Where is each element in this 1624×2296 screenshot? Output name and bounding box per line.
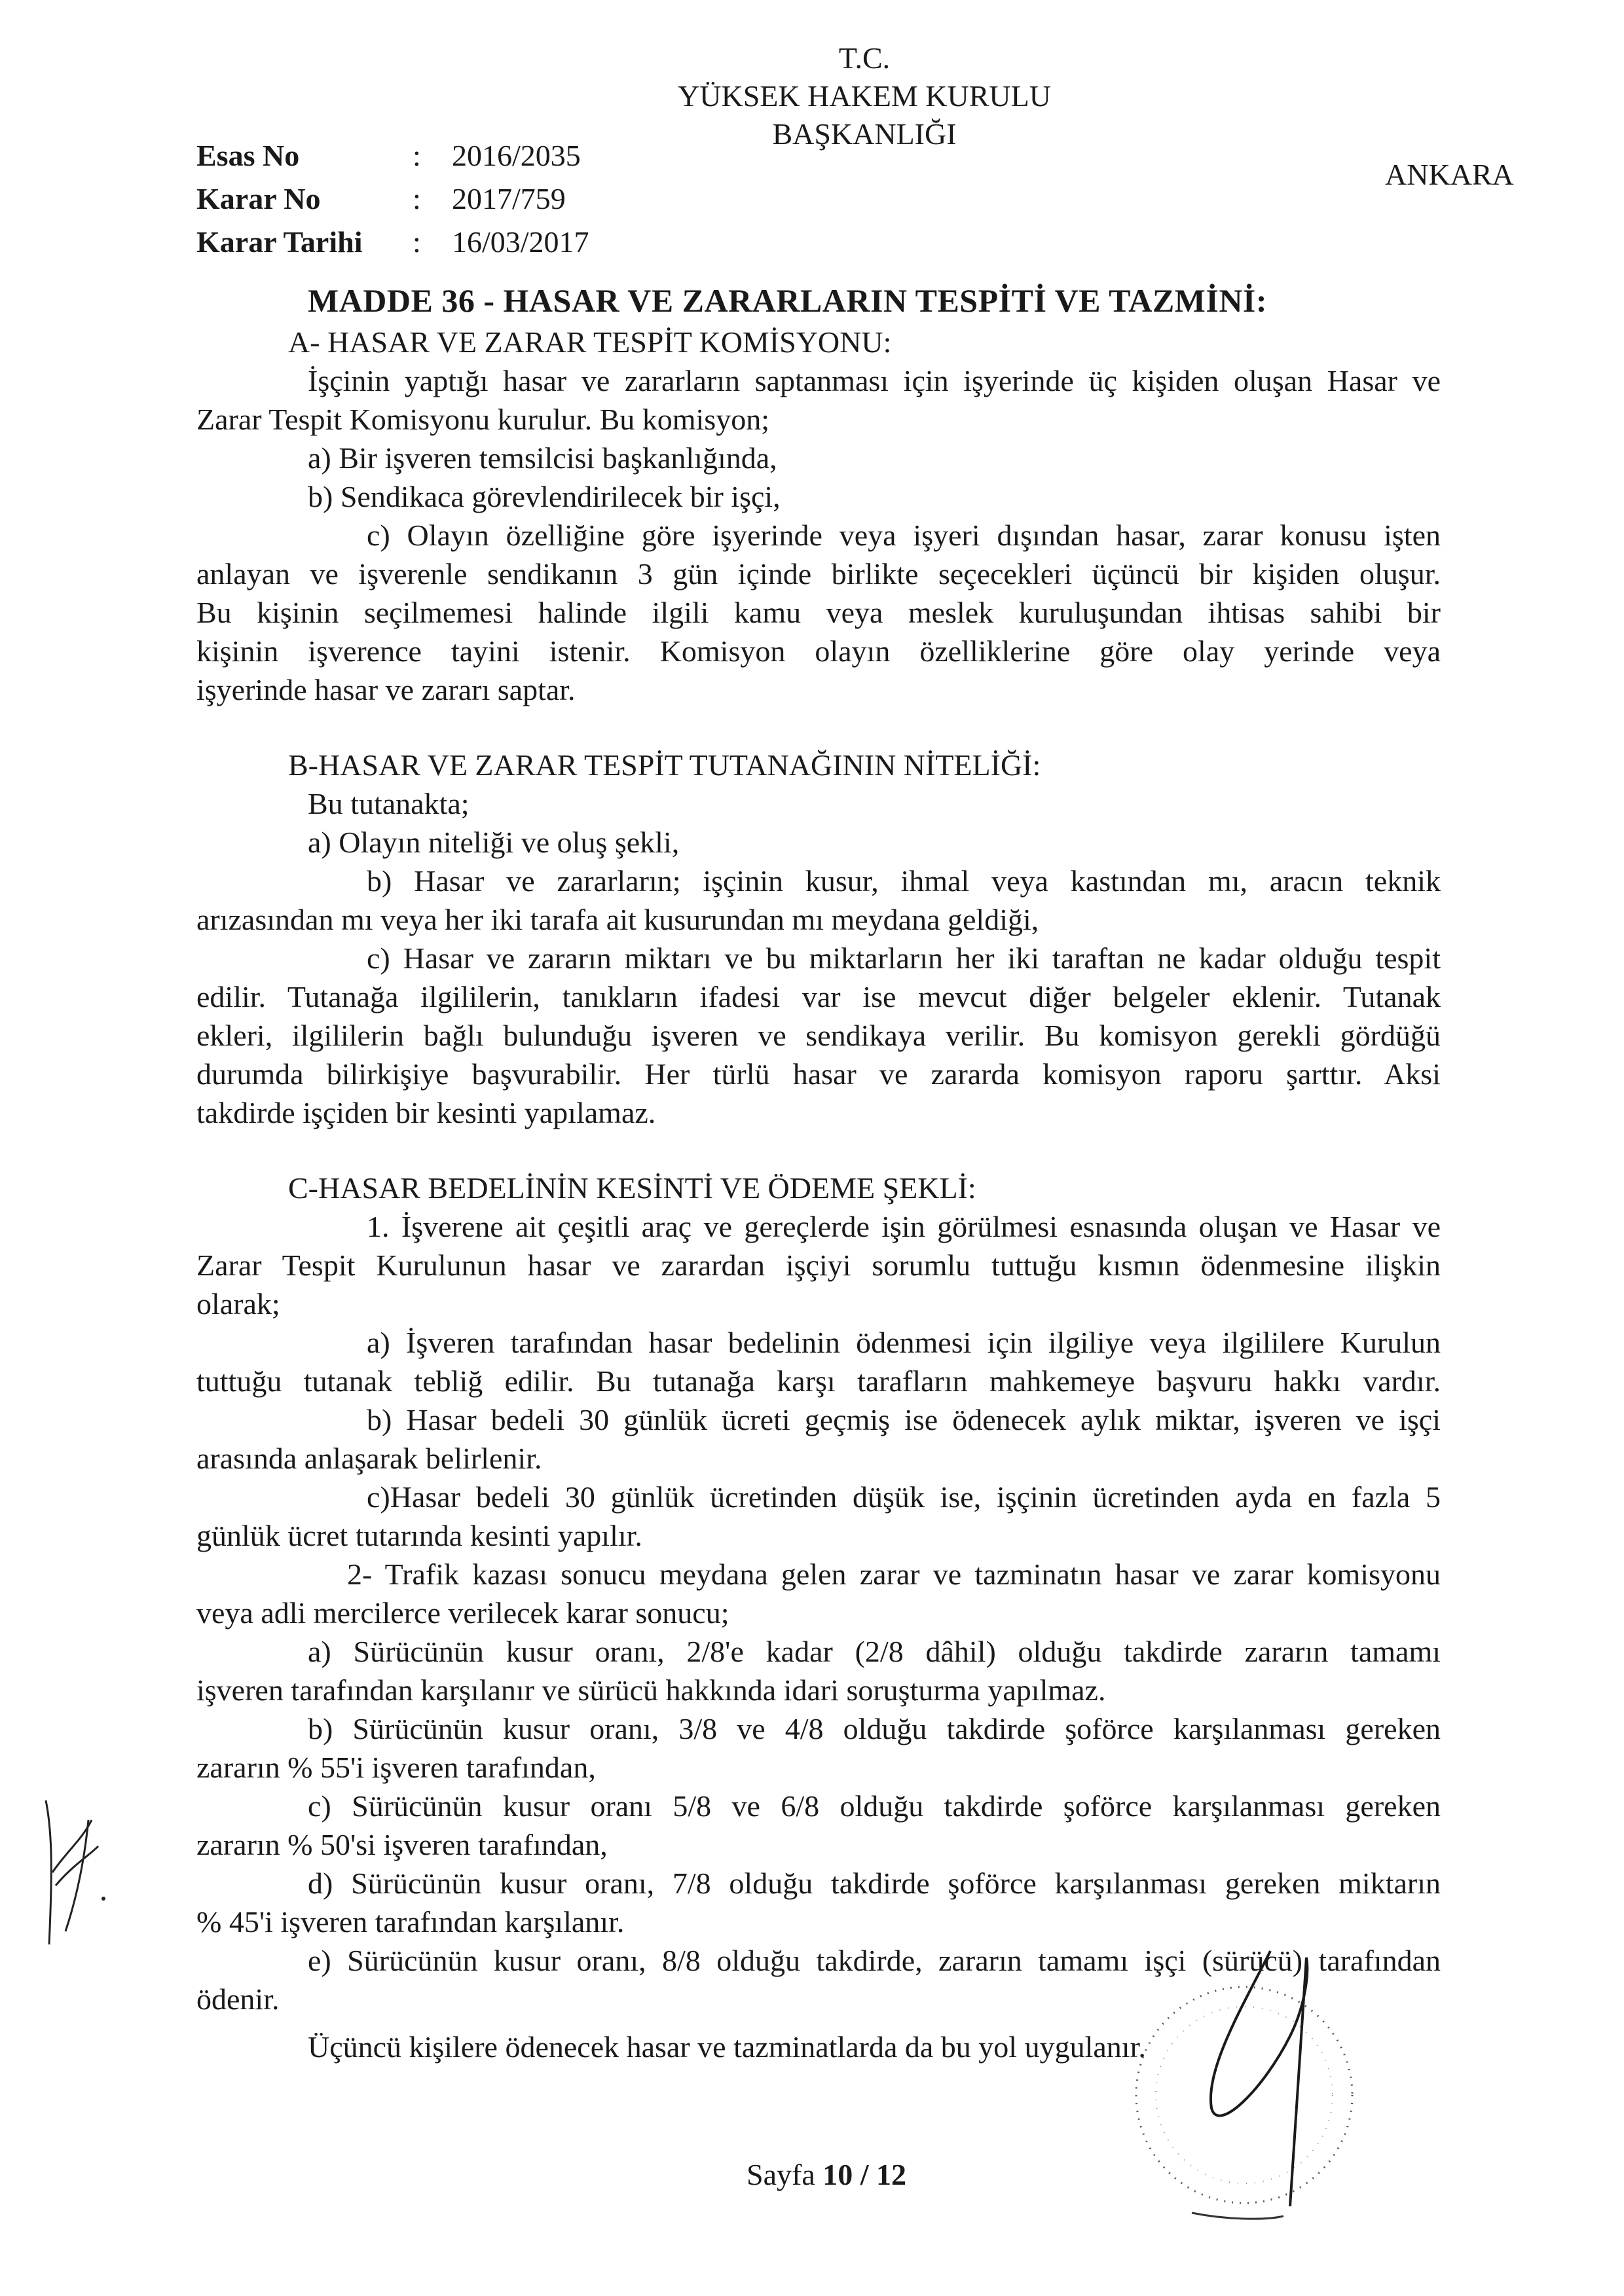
paragraph-line: tuttuğu tutanak tebliğ edilir. Bu tutanağa karşı tarafların mahkemeye başvuru hakkı vardır.	[196, 1364, 1441, 1398]
paragraph-line: günlük ücret tutarında kesinti yapılır.	[196, 1519, 642, 1552]
paragraph-line: kişinin işverence tayini istenir. Komisyon olayın özelliklerine göre olay yerinde veya	[196, 634, 1441, 668]
signature-stamp	[1113, 1938, 1388, 2226]
separator: :	[413, 139, 421, 172]
list-item: a) İşveren tarafından hasar bedelinin ödenmesi için ilgiliye veya ilgililere Kurulun	[367, 1326, 1441, 1359]
paragraph-line: arasında anlaşarak belirlenir.	[196, 1442, 542, 1475]
list-item: c) Hasar ve zararın miktarı ve bu miktarların her iki taraftan ne kadar olduğu tespit	[367, 941, 1441, 975]
paragraph-line: İşçinin yaptığı hasar ve zararların saptanması için işyerinde üç kişiden oluşan Hasar ve	[308, 364, 1441, 397]
section-b-heading: B-HASAR VE ZARAR TESPİT TUTANAĞININ NİTELİĞİ:	[288, 748, 1041, 782]
tarih-row	[196, 221, 589, 264]
city-label: ANKARA	[1385, 158, 1514, 191]
paragraph-line: anlayan ve işverenle sendikanın 3 gün içinde birlikte seçecekleri üçüncü bir kişiden oluşur.	[196, 557, 1441, 591]
esas-value: 2016/2035	[452, 139, 581, 172]
esas-label: Esas No	[196, 139, 300, 172]
esas-row	[196, 134, 589, 177]
list-item: d) Sürücünün kusur oranı, 7/8 olduğu takdirde şoförce karşılanması gereken miktarın	[308, 1867, 1441, 1900]
separator: :	[413, 182, 421, 215]
list-item: 1. İşverene ait çeşitli araç ve gereçlerde işin görülmesi esnasında oluşan ve Hasar ve	[367, 1210, 1441, 1243]
tarih-label: Karar Tarihi	[196, 225, 363, 259]
paragraph-line: ödenir.	[196, 1982, 280, 2016]
paragraph-line: ekleri, ilgililerin bağlı bulunduğu işveren ve sendikaya verilir. Bu komisyon gerekli gördüğü	[196, 1019, 1441, 1052]
tarih-value: 16/03/2017	[452, 225, 589, 259]
paragraph-line: veya adli mercilerce verilecek karar sonucu;	[196, 1596, 729, 1630]
document-body	[196, 282, 1441, 2066]
section-a-heading: A- HASAR VE ZARAR TESPİT KOMİSYONU:	[288, 325, 892, 359]
list-item: a) Olayın niteliği ve oluş şekli,	[308, 826, 680, 859]
karar-row	[196, 177, 589, 221]
page-number	[747, 2157, 906, 2192]
list-item: b) Hasar ve zararların; işçinin kusur, ihmal veya kastından mı, aracın teknik	[367, 864, 1441, 898]
country-label: T.C.	[838, 41, 891, 75]
paragraph-line: Zarar Tespit Kurulunun hasar ve zarardan işçiyi sorumlu tuttuğu kısmın ödenmesine ilişkin	[196, 1248, 1441, 1282]
page-label: Sayfa	[747, 2158, 815, 2191]
page-separator: /	[860, 2158, 869, 2191]
paragraph-line: arızasından mı veya her iki tarafa ait kusurundan mı meydana geldiği,	[196, 903, 1039, 936]
paragraph-line: durumda bilirkişiye başvurabilir. Her türlü hasar ve zararda komisyon raporu şarttır. Aksi	[196, 1057, 1441, 1091]
paragraph-line: işyerinde hasar ve zararı saptar.	[196, 673, 576, 706]
list-item: e) Sürücünün kusur oranı, 8/8 olduğu takdirde, zararın tamamı işçi (sürücü) tarafından	[308, 1944, 1441, 1977]
karar-label: Karar No	[196, 182, 321, 215]
paragraph-line: işveren tarafından karşılanır ve sürücü hakkında idari soruşturma yapılmaz.	[196, 1673, 1106, 1707]
paragraph-line: Bu tutanakta;	[308, 787, 470, 820]
paragraph-line: % 45'i işveren tarafından karşılanır.	[196, 1905, 625, 1939]
paragraph-line: Bu kişinin seçilmemesi halinde ilgili kamu veya meslek kuruluşundan ihtisas sahibi bir	[196, 596, 1441, 629]
list-item: c)Hasar bedeli 30 günlük ücretinden düşük ise, işçinin ücretinden ayda en fazla 5	[367, 1480, 1441, 1514]
list-item: 2- Trafik kazası sonucu meydana gelen zarar ve tazminatın hasar ve zarar komisyonu	[347, 1558, 1441, 1591]
list-item: b) Hasar bedeli 30 günlük ücreti geçmiş ise ödenecek aylık miktar, işveren ve işçi	[367, 1403, 1441, 1436]
list-item: a) Bir işveren temsilcisi başkanlığında,	[308, 441, 777, 475]
list-item: c) Olayın özelliğine göre işyerinde veya işyeri dışından hasar, zarar konusu işten	[367, 519, 1441, 552]
office-name: BAŞKANLIĞI	[772, 117, 957, 151]
page-current: 10	[822, 2158, 853, 2191]
paragraph-line: zararın % 50'si işveren tarafından,	[196, 1828, 608, 1861]
separator: :	[413, 225, 421, 259]
paragraph-line: edilir. Tutanağa ilgililerin, tanıkların ifadesi var ise mevcut diğer belgeler eklenir. Tutanak	[196, 980, 1441, 1013]
karar-value: 2017/759	[452, 182, 566, 215]
paragraph-line: takdirde işçiden bir kesinti yapılamaz.	[196, 1096, 656, 1129]
paragraph-line: olarak;	[196, 1287, 280, 1321]
list-item: b) Sendikaca görevlendirilecek bir işçi,	[308, 480, 781, 513]
list-item: c) Sürücünün kusur oranı 5/8 ve 6/8 olduğu takdirde şoförce karşılanması gereken	[308, 1789, 1441, 1823]
case-info	[196, 134, 589, 264]
list-item: b) Sürücünün kusur oranı, 3/8 ve 4/8 olduğu takdirde şoförce karşılanması gereken	[308, 1712, 1441, 1745]
closing-line: Üçüncü kişilere ödenecek hasar ve tazminatlarda da bu yol uygulanır.	[308, 2030, 1146, 2064]
institution-name: YÜKSEK HAKEM KURULU	[678, 79, 1051, 113]
article-title: MADDE 36 - HASAR VE ZARARLARIN TESPİTİ VE TAZMİNİ:	[308, 282, 1268, 319]
margin-initials	[26, 1794, 111, 1951]
paragraph-line: zararın % 55'i işveren tarafından,	[196, 1751, 596, 1784]
page-total: 12	[876, 2158, 907, 2191]
institution-header	[616, 39, 1113, 153]
paragraph-line: Zarar Tespit Komisyonu kurulur. Bu komisyon;	[196, 403, 769, 436]
list-item: a) Sürücünün kusur oranı, 2/8'e kadar (2/8 dâhil) olduğu takdirde zararın tamamı	[308, 1635, 1441, 1668]
section-c-heading: C-HASAR BEDELİNİN KESİNTİ VE ÖDEME ŞEKLİ:	[288, 1171, 976, 1205]
